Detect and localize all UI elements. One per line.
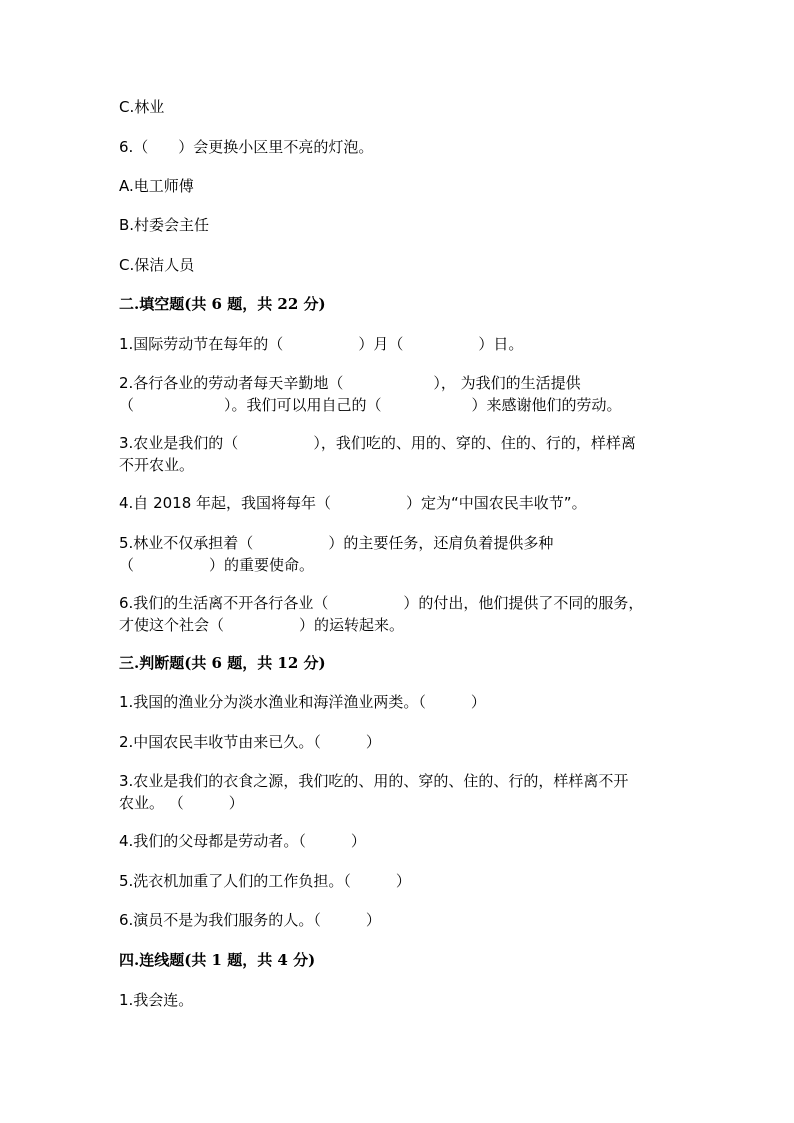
fill-question-1-line-1: 1.国际劳动节在每年的（ ）月（ ）日。 bbox=[119, 335, 524, 353]
question-6-option-b: B.村委会主任 bbox=[119, 216, 210, 234]
fill-question-3-line-1: 3.农业是我们的（ ），我们吃的、用的、穿的、住的、行的，样样离 bbox=[119, 434, 636, 452]
fill-question-5-line-2: （ ）的重要使命。 bbox=[119, 556, 315, 574]
fill-question-6-line-1: 6.我们的生活离不开各行各业（ ）的付出，他们提供了不同的服务， bbox=[119, 594, 644, 612]
question-6-option-c: C.保洁人员 bbox=[119, 256, 195, 274]
judge-question-3-line-2: 农业。 （ ） bbox=[119, 794, 244, 812]
prev-question-option-c: C.林业 bbox=[119, 98, 165, 116]
fill-question-4-line-1: 4.自 2018 年起，我国将每年（ ）定为“中国农民丰收节”。 bbox=[119, 494, 587, 512]
question-6-stem: 6.（ ）会更换小区里不亮的灯泡。 bbox=[119, 138, 374, 156]
section-heading-fill-in: 二.填空题(共 6 题，共 22 分) bbox=[119, 295, 326, 313]
fill-question-2-line-2: （ ）。我们可以用自己的（ ）来感谢他们的劳动。 bbox=[119, 396, 622, 414]
section-heading-matching: 四.连线题(共 1 题，共 4 分) bbox=[119, 951, 316, 969]
judge-question-5: 5.洗衣机加重了人们的工作负担。（ ） bbox=[119, 872, 411, 890]
question-6-option-a: A.电工师傅 bbox=[119, 177, 194, 195]
section-heading-true-false: 三.判断题(共 6 题，共 12 分) bbox=[119, 654, 326, 672]
fill-question-2-line-1: 2.各行各业的劳动者每天辛勤地（ ）， 为我们的生活提供 bbox=[119, 374, 581, 392]
judge-question-2: 2.中国农民丰收节由来已久。（ ） bbox=[119, 733, 381, 751]
fill-question-6-line-2: 才使这个社会（ ）的运转起来。 bbox=[119, 616, 405, 634]
judge-question-1: 1.我国的渔业分为淡水渔业和海洋渔业两类。（ ） bbox=[119, 693, 486, 711]
judge-question-3-line-1: 3.农业是我们的衣食之源，我们吃的、用的、穿的、住的、行的，样样离不开 bbox=[119, 772, 629, 790]
match-question-1: 1.我会连。 bbox=[119, 991, 194, 1009]
judge-question-4: 4.我们的父母都是劳动者。（ ） bbox=[119, 832, 366, 850]
fill-question-5-line-1: 5.林业不仅承担着（ ）的主要任务，还肩负着提供多种 bbox=[119, 534, 554, 552]
judge-question-6: 6.演员不是为我们服务的人。（ ） bbox=[119, 911, 381, 929]
fill-question-3-line-2: 不开农业。 bbox=[119, 456, 195, 474]
